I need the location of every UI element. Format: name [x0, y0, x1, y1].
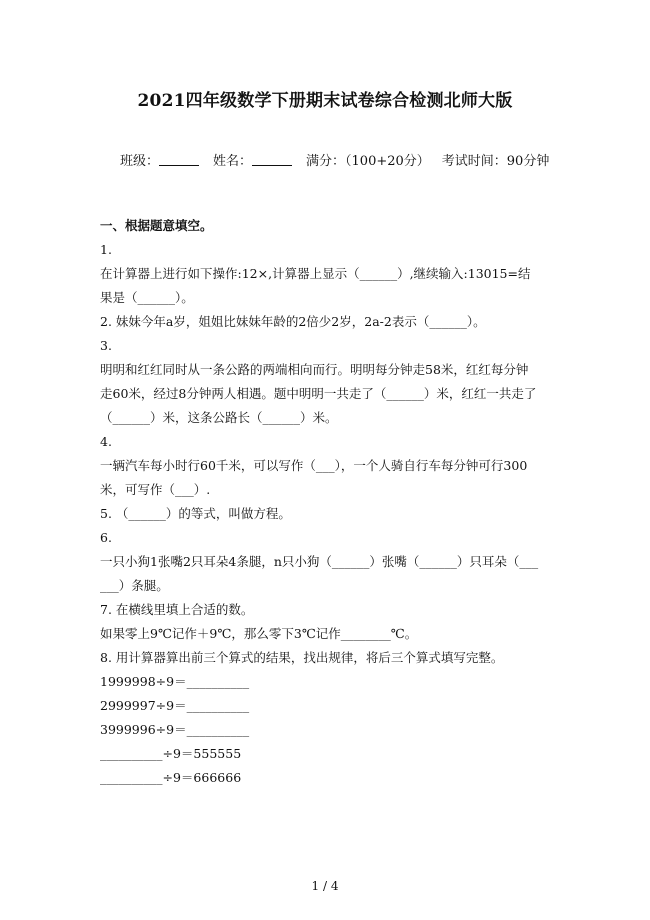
- question-line: （______）米，这条公路长（______）米。: [100, 410, 338, 425]
- question-line: 2999997÷9＝__________: [100, 698, 250, 713]
- document-title: 2021四年级数学下册期末试卷综合检测北师大版: [137, 91, 513, 111]
- question-line: 1.: [100, 242, 112, 257]
- question-line: 2. 妹妹今年a岁，姐姐比妹妹年龄的2倍少2岁，2a-2表示（______）。: [100, 314, 486, 329]
- class-blank[interactable]: [159, 153, 199, 166]
- question-line: 7. 在横线里填上合适的数。: [100, 602, 254, 617]
- question-line: 明明和红红同时从一条公路的两端相向而行。明明每分钟走58米，红红每分钟: [100, 362, 529, 377]
- name-blank[interactable]: [252, 153, 292, 166]
- question-line: 3999996÷9＝__________: [100, 722, 250, 737]
- question-line: 8. 用计算器算出前三个算式的结果，找出规律，将后三个算式填写完整。: [100, 650, 504, 665]
- question-line: 在计算器上进行如下操作:12×,计算器上显示（______）,继续输入:13015=结: [100, 266, 531, 281]
- question-line: 果是（______）。: [100, 290, 194, 305]
- question-line: 一辆汽车每小时行60千米，可以写作（___），一个人骑自行车每分钟可行300: [100, 458, 528, 473]
- score-label: 满分：（100+20分）: [306, 154, 430, 169]
- section-heading: 一、根据题意填空。: [100, 218, 213, 233]
- time-label: 考试时间：90分钟: [441, 154, 550, 169]
- question-line: 米，可写作（___）.: [100, 482, 211, 497]
- question-line: 如果零上9℃记作＋9℃，那么零下3℃记作________℃。: [100, 626, 418, 641]
- question-line: 3.: [100, 338, 112, 353]
- question-line: 1999998÷9＝__________: [100, 674, 250, 689]
- question-line: __________÷9＝666666: [100, 770, 242, 785]
- question-line: 一只小狗1张嘴2只耳朵4条腿，n只小狗（______）张嘴（______）只耳朵（___: [100, 554, 539, 569]
- section-fill-in-blanks: [100, 214, 555, 790]
- question-line: ___）条腿。: [100, 578, 169, 593]
- student-info-row: [120, 150, 549, 169]
- class-label: 班级：: [120, 154, 160, 169]
- name-label: 姓名：: [213, 154, 253, 169]
- question-line: 5. （______）的等式，叫做方程。: [100, 506, 291, 521]
- question-line: __________÷9＝555555: [100, 746, 242, 761]
- question-line: 6.: [100, 530, 112, 545]
- question-line: 走60米，经过8分钟两人相遇。题中明明一共走了（______）米，红红一共走了: [100, 386, 537, 401]
- question-line: 4.: [100, 434, 112, 449]
- page-number: 1 / 4: [311, 879, 339, 893]
